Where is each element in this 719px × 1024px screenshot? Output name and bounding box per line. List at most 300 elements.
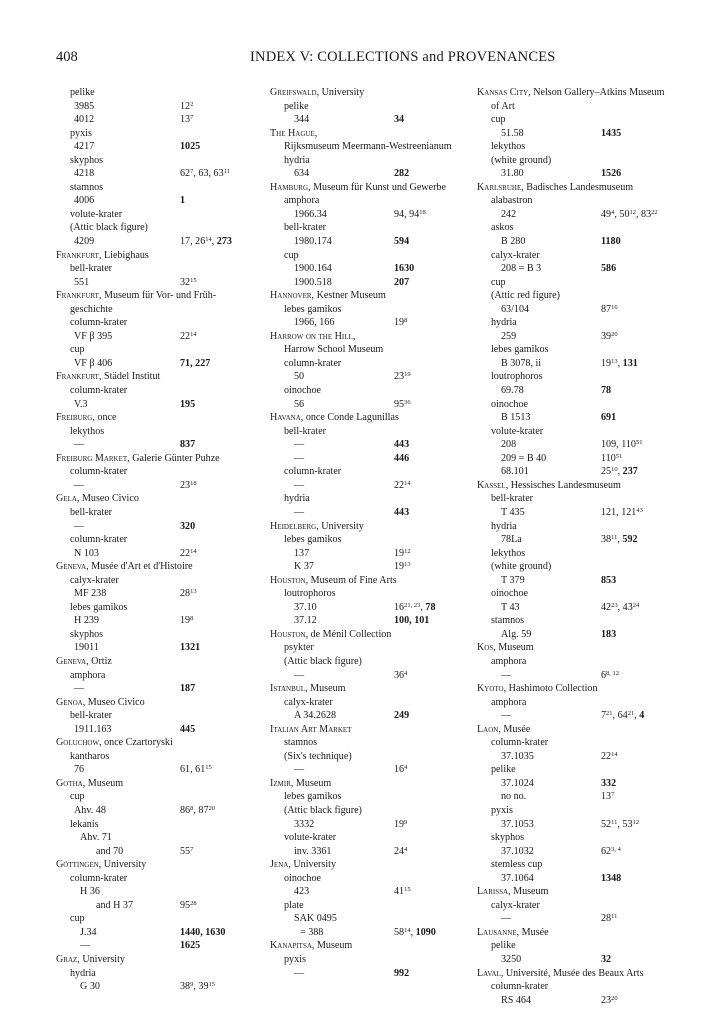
page-reference-part: 3, 4 [611,845,621,853]
page-reference [601,533,638,547]
inventory-number: B 3078, ii [501,357,542,369]
inventory-number: — [294,479,305,491]
page-reference [394,276,409,290]
page-reference-part: 15 [190,276,197,284]
shape-label [284,357,459,371]
collection-heading [56,452,245,466]
page-reference-part: 95 [394,398,405,410]
inventory-number: 51.58 [501,127,524,139]
inventory-entry [491,235,676,249]
page-reference [394,262,414,276]
page-reference [180,100,193,114]
collection-heading [270,777,459,791]
page-reference-part: 20 [208,804,215,812]
inventory-entry [70,357,245,371]
shape-name: pelike [491,940,516,952]
shape-label [491,492,676,506]
inventory-number: 4218 [74,168,95,180]
collection-name [56,452,220,466]
page-reference-part: , 53 [617,818,633,830]
collection-name-part: , once Czartoryski [99,737,173,749]
inventory-entry [284,479,459,493]
shape-label [491,980,676,994]
shape-label [284,100,459,114]
inventory-entry [284,276,459,290]
collection-name-part: , Nelson Gallery–Atkins Museum [528,87,665,98]
collection-name-part: Hannover [270,290,312,302]
collection-name-part: Karlsruhe [477,181,522,193]
inventory-number: SAK 0495 [294,913,337,925]
page-reference [180,899,197,913]
shape-name: column-krater [491,737,549,749]
shape-name: plate [284,899,304,911]
page-reference-part: 2 [190,100,194,108]
page-reference-part: 13 [611,357,618,365]
page-reference-part: 15 [205,764,212,772]
shape-name: lebes gamikos [491,344,549,356]
shape-name: hydria [284,493,310,505]
shape-label [491,763,676,777]
collection-name-part: , [314,127,318,139]
page-reference-part: 32 [180,276,191,288]
shape-name: skyphos [70,154,104,166]
page-reference-part: 94, 94 [394,208,420,220]
page-reference [394,763,407,777]
page-reference-part: 38 [180,981,191,993]
inventory-entry [491,845,676,859]
inventory-entry [284,262,459,276]
page-reference-part: 183 [601,628,617,640]
inventory-entry [70,479,245,493]
collection-name-part: Kyoto [477,683,504,695]
shape-label [491,858,676,872]
page-reference-part: 23 [394,371,405,383]
page-reference [394,885,411,899]
inventory-number: 1900.518 [294,276,332,288]
shape-name: (white ground) [491,561,552,573]
page-reference [180,939,200,953]
shape-name: column-krater [284,466,342,478]
inventory-entry [491,533,676,547]
inventory-number: N 103 [74,547,99,559]
inventory-entry [491,628,676,642]
page-reference-part: 131 [622,357,638,369]
page-reference-part: 19 [394,818,405,830]
collection-name [270,411,399,425]
collection-heading [56,411,245,425]
collection-name [477,885,548,899]
collection-name [270,777,331,791]
inventory-number: 37.1024 [501,777,534,789]
collection-name-part: , Ortiz [86,655,112,667]
collection-name [56,370,160,384]
collection-name-part: , Museum [305,683,346,695]
page-reference-part: 62 [601,845,612,857]
shape-label [284,587,459,601]
collection-name-part: , Kestner Museum [311,290,386,302]
page-reference-part: , 50 [614,208,630,220]
page-reference [601,208,658,222]
page-reference [601,953,611,967]
collection-heading [477,926,676,940]
inventory-entry [70,939,245,953]
page-reference-part: 1025 [180,141,201,153]
shape-label [70,86,245,100]
inventory-number: B 1513 [501,412,531,424]
collection-heading [270,127,459,141]
shape-name: (Attic black figure) [70,222,148,234]
collection-heading [477,181,676,195]
page-reference-part: 19 [394,317,405,329]
collection-name [56,736,173,750]
shape-label [70,601,245,615]
collection-heading [477,641,676,655]
inventory-entry [70,438,245,452]
inventory-number: — [501,710,512,722]
shape-label [284,831,459,845]
page-reference-part: 237 [622,466,638,478]
page-reference-part: 4 [639,710,645,722]
collection-name [56,696,145,710]
shape-name: amphora [70,669,106,681]
page-reference-part: 100, 101 [394,615,430,627]
inventory-entry [491,750,676,764]
page-reference [180,547,197,561]
page-reference [180,330,197,344]
page-reference-part: 12 [629,208,636,216]
shape-label [70,425,245,439]
shape-label [70,750,245,764]
shape-label [491,547,676,561]
page-reference-part: 22 [180,330,191,342]
shape-name: bell-krater [491,493,534,505]
inventory-entry [284,506,459,520]
page-reference-part: 24 [394,845,405,857]
index-column-left [56,86,245,994]
collection-name-part: Goluchow [56,737,100,749]
inventory-number: — [294,669,305,681]
shape-name: cup [491,276,506,288]
shape-label [491,696,676,710]
page-title: INDEX V: COLLECTIONS and PROVENANCES [250,49,556,65]
inventory-number: — [74,683,85,695]
shape-name: cup [284,249,299,261]
shape-name: oinochoe [284,872,321,884]
page-number: 408 [56,49,78,65]
collection-name [270,628,391,642]
collection-name [270,330,355,344]
page-reference-part: 58 [394,926,405,938]
page-reference-part: 4 [404,845,408,853]
shape-label [70,967,245,981]
inventory-entry [491,384,676,398]
inventory-entry [70,140,245,154]
page-reference-part: 9 [404,818,408,826]
inventory-entry [284,316,459,330]
collection-heading [270,289,459,303]
collection-heading [270,723,459,737]
page-reference-part: 11 [611,534,618,542]
page-reference-part: 22 [601,750,612,762]
page-reference [601,438,642,452]
page-reference-part: 20 [611,994,618,1002]
page-reference-part: 13 [404,561,411,569]
page-reference-part: 19 [394,561,405,573]
inventory-number: 423 [294,886,310,898]
page-reference [601,506,643,520]
page-reference [601,872,621,886]
inventory-number: 76 [74,764,85,776]
inventory-number: 37.1032 [501,845,534,857]
inventory-entry [491,357,676,371]
page-reference-part: 36 [394,669,405,681]
inventory-entry [284,560,459,574]
collection-name-part: , Université, Musée des Beaux Arts [500,967,644,979]
shape-name: hydria [70,967,96,979]
page-reference-part: 34 [394,114,405,126]
inventory-number: 137 [294,547,310,559]
shape-label [70,912,245,926]
shape-label [284,221,459,235]
collection-name-part: , University [288,859,336,871]
inventory-number: A 34.2628 [294,710,337,722]
inventory-entry [284,547,459,561]
page-reference-part: 41 [394,886,405,898]
shape-label [284,750,459,764]
shape-label [70,181,245,195]
collection-name-part: , Museum für Kunst und Gewerbe [308,181,446,193]
inventory-entry [284,235,459,249]
page-reference [180,845,193,859]
shape-label [491,939,676,953]
page-reference-part: , [617,534,623,546]
shape-name: column-krater [70,317,128,329]
inventory-number: — [294,506,305,518]
collection-name-part: Graz [56,954,78,965]
inventory-number: 634 [294,168,310,180]
collection-name-part: Greifswald [270,87,317,98]
page-reference-part: 51 [635,439,643,447]
page-reference-part: 78 [425,601,436,613]
page-reference-part: 332 [601,777,617,789]
page-reference-part: 7 [611,791,615,799]
page-reference [601,167,621,181]
page-reference-part: 71, 227 [180,357,211,369]
page-reference-part: 1526 [601,168,622,180]
inventory-number: inv. 3361 [294,845,332,857]
page-reference-part: , [420,601,426,613]
inventory-entry [70,614,245,628]
inventory-number: 68.101 [501,466,529,478]
page-reference [601,845,621,859]
page-reference-part: 16 [394,601,405,613]
inventory-entry [491,777,676,791]
inventory-entry [284,763,459,777]
page-reference-part: 207 [394,276,410,288]
collection-name [270,574,397,588]
page-reference-part: 592 [622,534,638,546]
collection-name-part: , once Conde Lagunillas [300,412,399,424]
inventory-entry [70,276,245,290]
page-reference-part: 51 [615,452,623,460]
shape-label [491,100,676,114]
shape-label [284,303,459,317]
page-reference-part: 11 [611,913,618,921]
page-reference [180,167,230,181]
inventory-entry [491,994,676,1008]
page-reference [601,818,639,832]
inventory-entry [70,885,245,899]
shape-name: (Attic black figure) [284,655,362,667]
collection-name-part: Jena [270,859,289,871]
page-reference-part: 110 [601,452,616,464]
page-reference-part: 853 [601,574,617,586]
page-reference [394,560,411,574]
page-reference-part: 9 [190,981,194,989]
inventory-number: T 43 [501,601,520,613]
inventory-entry [284,669,459,683]
page-reference-part: , [211,236,217,248]
page-reference [601,628,616,642]
collection-name [270,520,364,534]
shape-name: stamnos [284,737,318,749]
page-reference-part: 4 [611,208,615,216]
collection-heading [56,492,245,506]
inventory-entry [491,872,676,886]
inventory-entry [70,831,245,845]
page-reference-part: 19 [601,357,612,369]
collection-heading [270,181,459,195]
page-reference [601,912,617,926]
collection-heading [477,885,676,899]
page-reference-part: 15 [208,981,215,989]
shape-name: bell-krater [70,263,113,275]
page-reference [601,262,616,276]
inventory-entry [70,845,245,859]
page-reference [394,669,407,683]
page-reference-part: 42 [601,601,612,613]
page-reference-part: 6 [601,669,607,681]
inventory-entry [70,587,245,601]
shape-name: pelike [284,100,309,112]
shape-label [284,465,459,479]
page-reference-part: 1440, 1630 [180,926,226,938]
inventory-entry [70,194,245,208]
inventory-number: no no. [501,791,527,803]
inventory-number: J.34 [80,926,97,938]
shape-name: stamnos [491,615,525,627]
page-reference-part: 23 [611,601,618,609]
inventory-number: — [501,913,512,925]
page-reference-part: , 87 [193,804,209,816]
page-reference-part: 691 [601,412,617,424]
page-reference-part: 19 [394,547,405,559]
shape-label [70,574,245,588]
collection-name-part: , Musée d'Art et d'Histoire [86,561,193,573]
collection-name [477,181,633,195]
collection-name [477,723,530,737]
page-reference [601,235,621,249]
collection-name-part: Gela [56,493,77,505]
collection-name [270,127,317,141]
collection-name [56,953,125,967]
shape-name: column-krater [284,357,342,369]
shape-label [284,790,459,804]
page-reference-part: 8 [404,317,408,325]
page-reference-part: 52 [601,818,612,830]
inventory-entry [284,452,459,466]
shape-name: pyxis [70,127,92,139]
page-reference [180,140,200,154]
inventory-number: 208 = B 3 [501,263,542,275]
page-reference-part: 22 [651,208,658,216]
page-reference [180,804,215,818]
shape-name: pelike [491,764,516,776]
inventory-entry [284,885,459,899]
shape-label [491,736,676,750]
shape-label [70,465,245,479]
collection-name [56,858,146,872]
page-reference-part: 62 [180,168,191,180]
collection-heading [56,777,245,791]
collection-heading [56,953,245,967]
inventory-number: 4012 [74,114,95,126]
shape-name: skyphos [70,628,104,640]
inventory-number: G 30 [80,981,100,993]
shape-name: column-krater [70,534,128,546]
page-reference-part: 11 [223,168,230,176]
collection-name-part: , Badisches Landesmuseum [521,181,634,193]
shape-label [491,289,676,303]
collection-name [270,289,386,303]
inventory-number: 209 = B 40 [501,452,547,464]
inventory-entry [70,100,245,114]
page-reference-part: 445 [180,723,196,735]
page-reference [601,303,618,317]
page-reference-part: 14 [611,750,618,758]
page-reference [180,980,215,994]
shape-name: cup [491,114,506,126]
collection-name-part: , Museum of Fine Arts [305,574,397,586]
shape-label [284,492,459,506]
collection-name-part: Harrow on the Hill [270,330,353,342]
shape-label [491,221,676,235]
page-reference-part: 282 [394,168,410,180]
page-reference-part: 22 [394,479,405,491]
page-reference-part: , 39 [193,981,209,993]
page-reference [394,479,411,493]
shape-label [491,370,676,384]
shape-label [491,614,676,628]
collection-name-part: Frankfurt [56,249,99,261]
inventory-number: 19011 [74,642,99,654]
inventory-entry [70,899,245,913]
inventory-entry [491,208,676,222]
shape-label [70,208,245,222]
shape-name: hydria [284,154,310,166]
collection-name [477,926,549,940]
page-reference-part: 7 [190,114,194,122]
shape-label [284,384,459,398]
page-reference-part: , 83 [635,208,652,220]
collection-name-part: Houston [270,628,306,640]
collection-name-part: , University [77,954,125,965]
page-reference [601,357,638,371]
page-reference [394,506,409,520]
collection-name [56,411,116,425]
shape-label [70,154,245,168]
page-reference-part: 1630 [394,263,415,275]
